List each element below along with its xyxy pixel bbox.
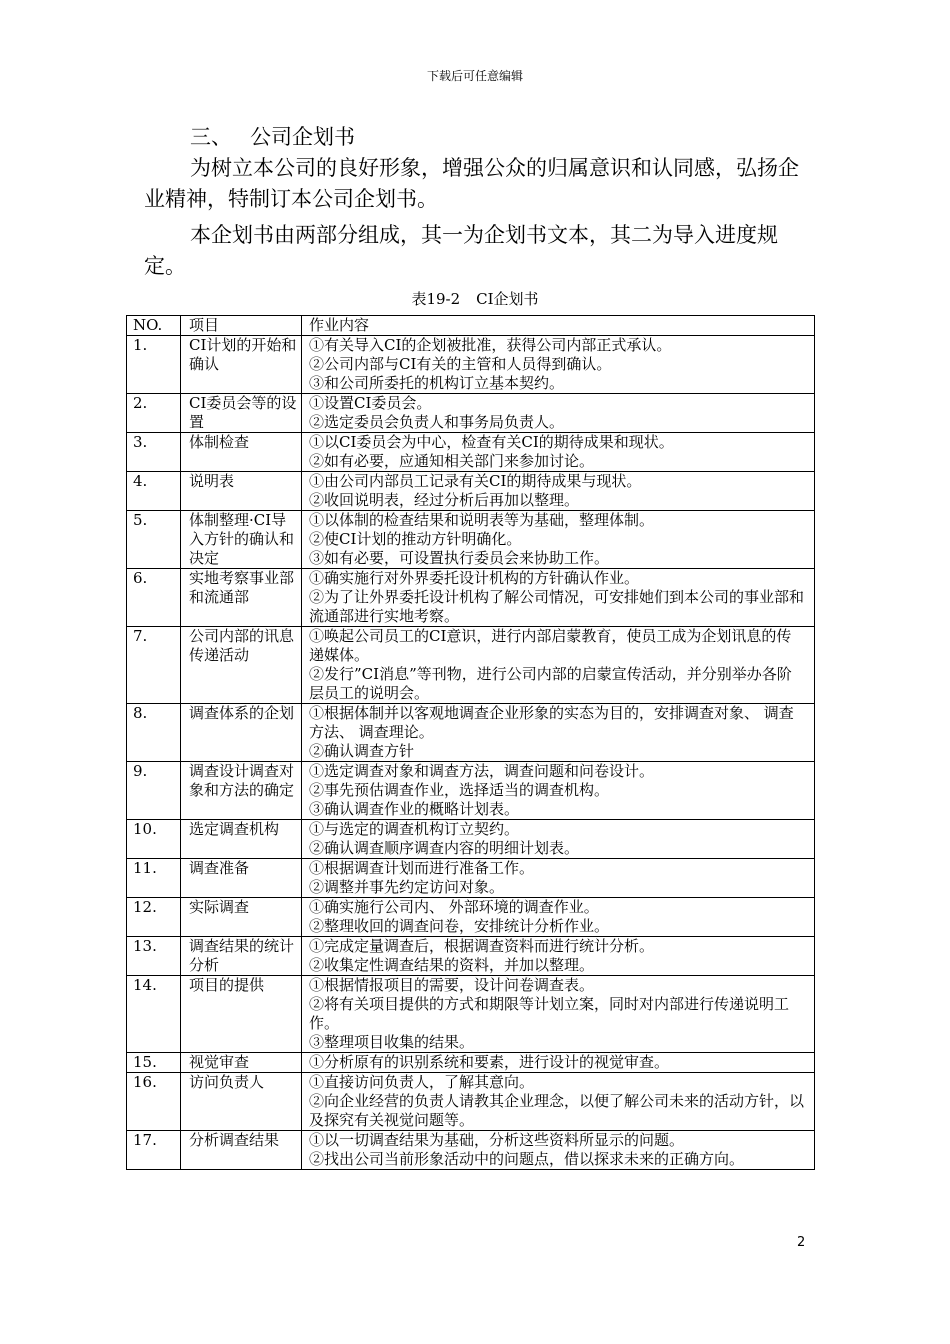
row-number: 3. <box>127 433 181 472</box>
structure-paragraph <box>144 220 804 282</box>
ci-plan-table <box>126 315 815 1170</box>
table-row <box>127 1073 815 1131</box>
row-item: 访问负责人 <box>181 1073 302 1131</box>
table-caption-number: 表19-2 <box>411 290 461 308</box>
content-line: ①根据体制并以客观地调查企业形象的实态为目的，安排调查对象、 调查方法、 调查理论。 <box>309 704 794 741</box>
content-line: ③整理项目收集的结果。 <box>309 1033 475 1051</box>
table-row <box>127 898 815 937</box>
content-line: ①唤起公司员工的CI意识，进行内部启蒙教育，使员工成为企划讯息的传递媒体。 <box>309 627 792 664</box>
row-number: 12. <box>127 898 181 937</box>
row-item: 调查设计调查对象和方法的确定 <box>181 762 302 820</box>
content-line: ②事先预估调查作业，选择适当的调查机构。 <box>309 781 610 799</box>
content-line: ①完成定量调查后，根据调查资料而进行统计分析。 <box>309 937 655 955</box>
section-number: 三、 <box>190 125 232 149</box>
page-number: 2 <box>797 1235 806 1250</box>
row-item: CI委员会等的设置 <box>181 394 302 433</box>
row-item: 调查准备 <box>181 859 302 898</box>
content-line: ②确认调查顺序调查内容的明细计划表。 <box>309 839 580 857</box>
row-content <box>302 1073 815 1131</box>
table-body <box>127 336 815 1170</box>
row-content <box>302 394 815 433</box>
row-content <box>302 937 815 976</box>
table-row <box>127 1131 815 1170</box>
header-item: 项目 <box>181 316 302 336</box>
row-number: 11. <box>127 859 181 898</box>
content-line: ①有关导入CI的企划被批准，获得公司内部正式承认。 <box>309 336 672 354</box>
content-line: ②收集定性调查结果的资料，并加以整理。 <box>309 956 595 974</box>
row-item: 视觉审查 <box>181 1053 302 1073</box>
table-caption <box>0 288 950 309</box>
content-line: ①以体制的检查结果和说明表等为基础，整理体制。 <box>309 511 655 529</box>
table-row <box>127 394 815 433</box>
content-line: ①根据情报项目的需要，设计问卷调查表。 <box>309 976 595 994</box>
intro-paragraph <box>144 153 804 215</box>
row-number: 6. <box>127 569 181 627</box>
row-content <box>302 859 815 898</box>
row-content <box>302 569 815 627</box>
row-item: 公司内部的讯息传递活动 <box>181 627 302 704</box>
row-item: 调查体系的企划 <box>181 704 302 762</box>
content-line: ②使CI计划的推动方针明确化。 <box>309 530 522 548</box>
content-line: ②为了让外界委托设计机构了解公司情况，可安排她们到本公司的事业部和流通部进行实地考察。 <box>309 588 805 625</box>
header-no: NO. <box>127 316 181 336</box>
row-item: 体制检查 <box>181 433 302 472</box>
content-line: ②如有必要，应通知相关部门来参加讨论。 <box>309 452 595 470</box>
row-item: 调查结果的统计分析 <box>181 937 302 976</box>
table-row <box>127 569 815 627</box>
content-line: ①设置CI委员会。 <box>309 394 432 412</box>
content-line: ①根据调查计划而进行准备工作。 <box>309 859 535 877</box>
content-line: ③确认调查作业的概略计划表。 <box>309 800 520 818</box>
content-line: ②整理收回的调查问卷，安排统计分析作业。 <box>309 917 610 935</box>
row-content <box>302 1131 815 1170</box>
table-row <box>127 472 815 511</box>
row-content <box>302 976 815 1053</box>
row-number: 16. <box>127 1073 181 1131</box>
content-line: ③和公司所委托的机构订立基本契约。 <box>309 374 565 392</box>
content-line: ①以CI委员会为中心，检查有关CI的期待成果和现状。 <box>309 433 674 451</box>
row-number: 5. <box>127 511 181 569</box>
content-line: ②收回说明表，经过分析后再加以整理。 <box>309 491 580 509</box>
content-line: ②公司内部与CI有关的主管和人员得到确认。 <box>309 355 612 373</box>
content-line: ①选定调查对象和调查方法，调查问题和问卷设计。 <box>309 762 655 780</box>
structure-paragraph-text: 本企划书由两部分组成，其一为企划书文本，其二为导入进度规定。 <box>144 223 778 278</box>
section-title-text: 公司企划书 <box>250 125 355 149</box>
content-line: ①分析原有的识别系统和要素，进行设计的视觉审查。 <box>309 1053 670 1071</box>
row-number: 10. <box>127 820 181 859</box>
table-row <box>127 511 815 569</box>
row-content <box>302 1053 815 1073</box>
content-line: ②调整并事先约定访问对象。 <box>309 878 505 896</box>
table-row <box>127 627 815 704</box>
content-line: ①直接访问负责人，了解其意向。 <box>309 1073 535 1091</box>
content-line: ②找出公司当前形象活动中的问题点，借以探求未来的正确方向。 <box>309 1150 745 1168</box>
row-number: 14. <box>127 976 181 1053</box>
row-number: 9. <box>127 762 181 820</box>
row-item: 体制整理·CI导入方针的确认和决定 <box>181 511 302 569</box>
row-number: 15. <box>127 1053 181 1073</box>
row-number: 17. <box>127 1131 181 1170</box>
table-row <box>127 976 815 1053</box>
content-line: ②将有关项目提供的方式和期限等计划立案，同时对内部进行传递说明工作。 <box>309 995 790 1032</box>
row-item: 实地考察事业部和流通部 <box>181 569 302 627</box>
row-content <box>302 704 815 762</box>
content-line: ①确实施行对外界委托设计机构的方针确认作业。 <box>309 569 640 587</box>
content-line: ①确实施行公司内、 外部环境的调查作业。 <box>309 898 599 916</box>
intro-paragraph-text: 为树立本公司的良好形象，增强公众的归属意识和认同感，弘扬企业精神，特制订本公司企划书。 <box>144 156 799 211</box>
content-line: ①以一切调查结果为基础，分析这些资料所显示的问题。 <box>309 1131 685 1149</box>
row-number: 7. <box>127 627 181 704</box>
row-content <box>302 511 815 569</box>
table-row <box>127 433 815 472</box>
table-row <box>127 336 815 394</box>
row-number: 13. <box>127 937 181 976</box>
page-header: 下载后可任意编辑 <box>426 69 523 83</box>
content-line: ②选定委员会负责人和事务局负责人。 <box>309 413 565 431</box>
row-content <box>302 898 815 937</box>
content-line: ②发行”CI消息”等刊物，进行公司内部的启蒙宣传活动，并分别举办各阶层员工的说明会。 <box>309 665 792 702</box>
row-number: 4. <box>127 472 181 511</box>
row-item: CI计划的开始和确认 <box>181 336 302 394</box>
row-item: 实际调查 <box>181 898 302 937</box>
row-content <box>302 627 815 704</box>
table-row <box>127 859 815 898</box>
table-header-row <box>127 316 815 336</box>
table-row <box>127 762 815 820</box>
section-title <box>190 121 355 151</box>
content-line: ②确认调查方针 <box>309 742 415 760</box>
row-content <box>302 433 815 472</box>
row-item: 项目的提供 <box>181 976 302 1053</box>
table-row <box>127 937 815 976</box>
table-row <box>127 1053 815 1073</box>
header-content: 作业内容 <box>302 316 815 336</box>
row-content <box>302 820 815 859</box>
row-content <box>302 472 815 511</box>
content-line: ③如有必要，可设置执行委员会来协助工作。 <box>309 549 610 567</box>
table-caption-text: CI企划书 <box>476 290 539 308</box>
row-item: 分析调查结果 <box>181 1131 302 1170</box>
content-line: ①与选定的调查机构订立契约。 <box>309 820 520 838</box>
row-item: 说明表 <box>181 472 302 511</box>
row-content <box>302 762 815 820</box>
row-item: 选定调查机构 <box>181 820 302 859</box>
row-number: 2. <box>127 394 181 433</box>
row-number: 8. <box>127 704 181 762</box>
content-line: ②向企业经营的负责人请教其企业理念，以便了解公司未来的活动方针，以及探究有关视觉问题等。 <box>309 1092 805 1129</box>
table-row <box>127 704 815 762</box>
table-row <box>127 820 815 859</box>
row-number: 1. <box>127 336 181 394</box>
row-content <box>302 336 815 394</box>
content-line: ①由公司内部员工记录有关CI的期待成果与现状。 <box>309 472 642 490</box>
